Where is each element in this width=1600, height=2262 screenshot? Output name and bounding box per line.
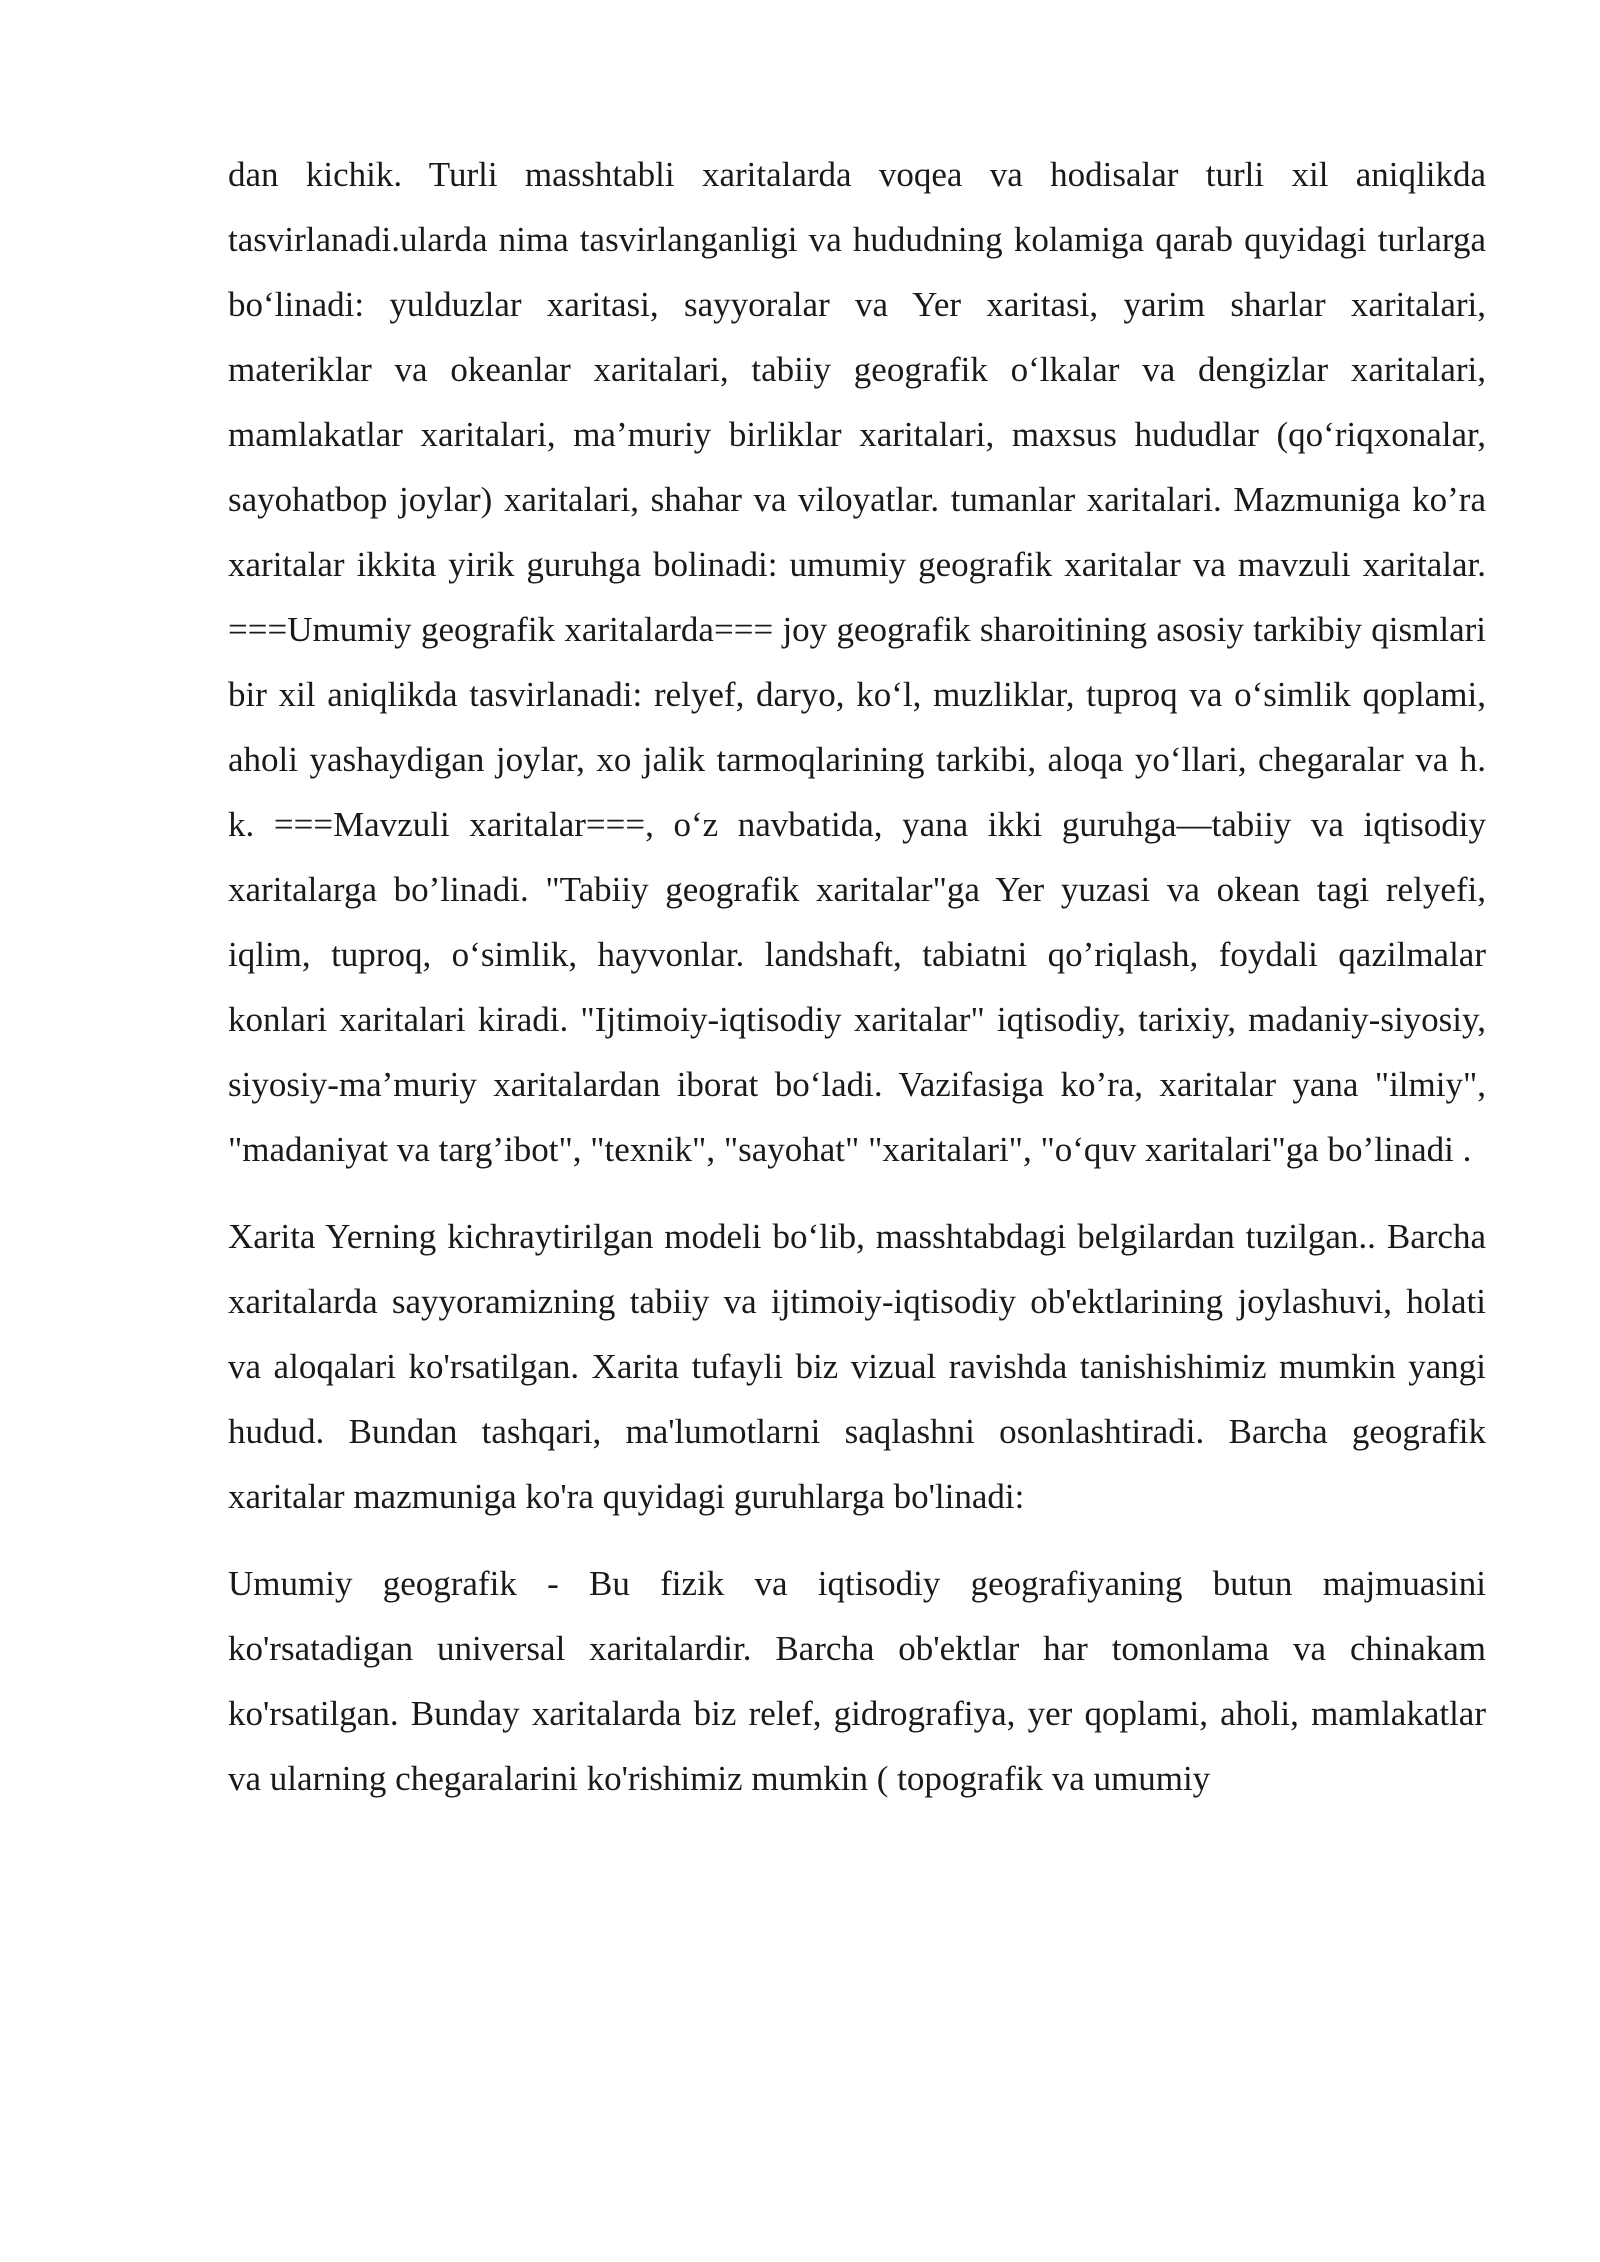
paragraph-general-geographic: Umumiy geografik - Bu fizik va iqtisodiy geografiyaning butun majmuasini ko'rsatadigan universal xaritalardir. Barcha ob'ektlar har tomonlama va chinakam ko'rsatilgan. Bunday xaritalarda biz relef, gidrografiya, yer qoplami, aholi, mamlakatlar va ularning chegaralarini ko'rishimiz mumkin ( topografik va umumiy [228,1564,1486,1798]
document-body [228,142,1486,1811]
paragraph-map-definition: Xarita Yerning kichraytirilgan modeli bo‘lib, masshtabdagi belgilardan tuzilgan.. Barcha xaritalarda sayyoramizning tabiiy va ijtimoiy-iqtisodiy ob'ektlarining joylashuvi, holati va aloqalari ko'rsatilgan. Xarita tufayli biz vizual ravishda tanishishimiz mumkin yangi hudud. Bundan tashqari, ma'lumotlarni saqlashni osonlashtiradi. Barcha geografik xaritalar mazmuniga ko'ra quyidagi guruhlarga bo'linadi: [228,1217,1486,1516]
paragraph-map-types: dan kichik. Turli masshtabli xaritalarda voqea va hodisalar turli xil aniqlikda tasvirlanadi.ularda nima tasvirlanganligi va hududning kolamiga qarab quyidagi turlarga bo‘linadi: yulduzlar xaritasi, sayyoralar va Yer xaritasi, yarim sharlar xaritalari, materiklar va okeanlar xaritalari, tabiiy geografik o‘lkalar va dengizlar xaritalari, mamlakatlar xaritalari, ma’muriy birliklar xaritalari, maxsus hududlar (qo‘riqxonalar, sayohatbop joylar) xaritalari, shahar va viloyatlar. tumanlar xaritalari. Mazmuniga ko’ra xaritalar ikkita yirik guruhga bolinadi: umumiy geografik xaritalar va mavzuli xaritalar. ===Umumiy geografik xaritalarda=== joy geografik sharoitining asosiy tarkibiy qismlari bir xil aniqlikda tasvirlanadi: relyef, daryo, ko‘l, muzliklar, tuproq va o‘simlik qoplami, aholi yashaydigan joylar, xo jalik tarmoqlarining tarkibi, aloqa yo‘llari, chegaralar va h. k. ===Mavzuli xaritalar===, o‘z navbatida, yana ikki guruhga—tabiiy va iqtisodiy xaritalarga bo’linadi. "Tabiiy geografik xaritalar"ga Yer yuzasi va okean tagi relyefi, iqlim, tuproq, o‘simlik, hayvonlar. landshaft, tabiatni qo’riqlash, foydali qazilmalar konlari xaritalari kiradi. "Ijtimoiy-iqtisodiy xaritalar" iqtisodiy, tarixiy, madaniy-siyosiy, siyosiy-ma’muriy xaritalardan iborat bo‘ladi. Vazifasiga ko’ra, xaritalar yana "ilmiy", "madaniyat va targ’ibot", "texnik", "sayohat" "xaritalari", "o‘quv xaritalari"ga bo’linadi . [228,155,1486,1169]
